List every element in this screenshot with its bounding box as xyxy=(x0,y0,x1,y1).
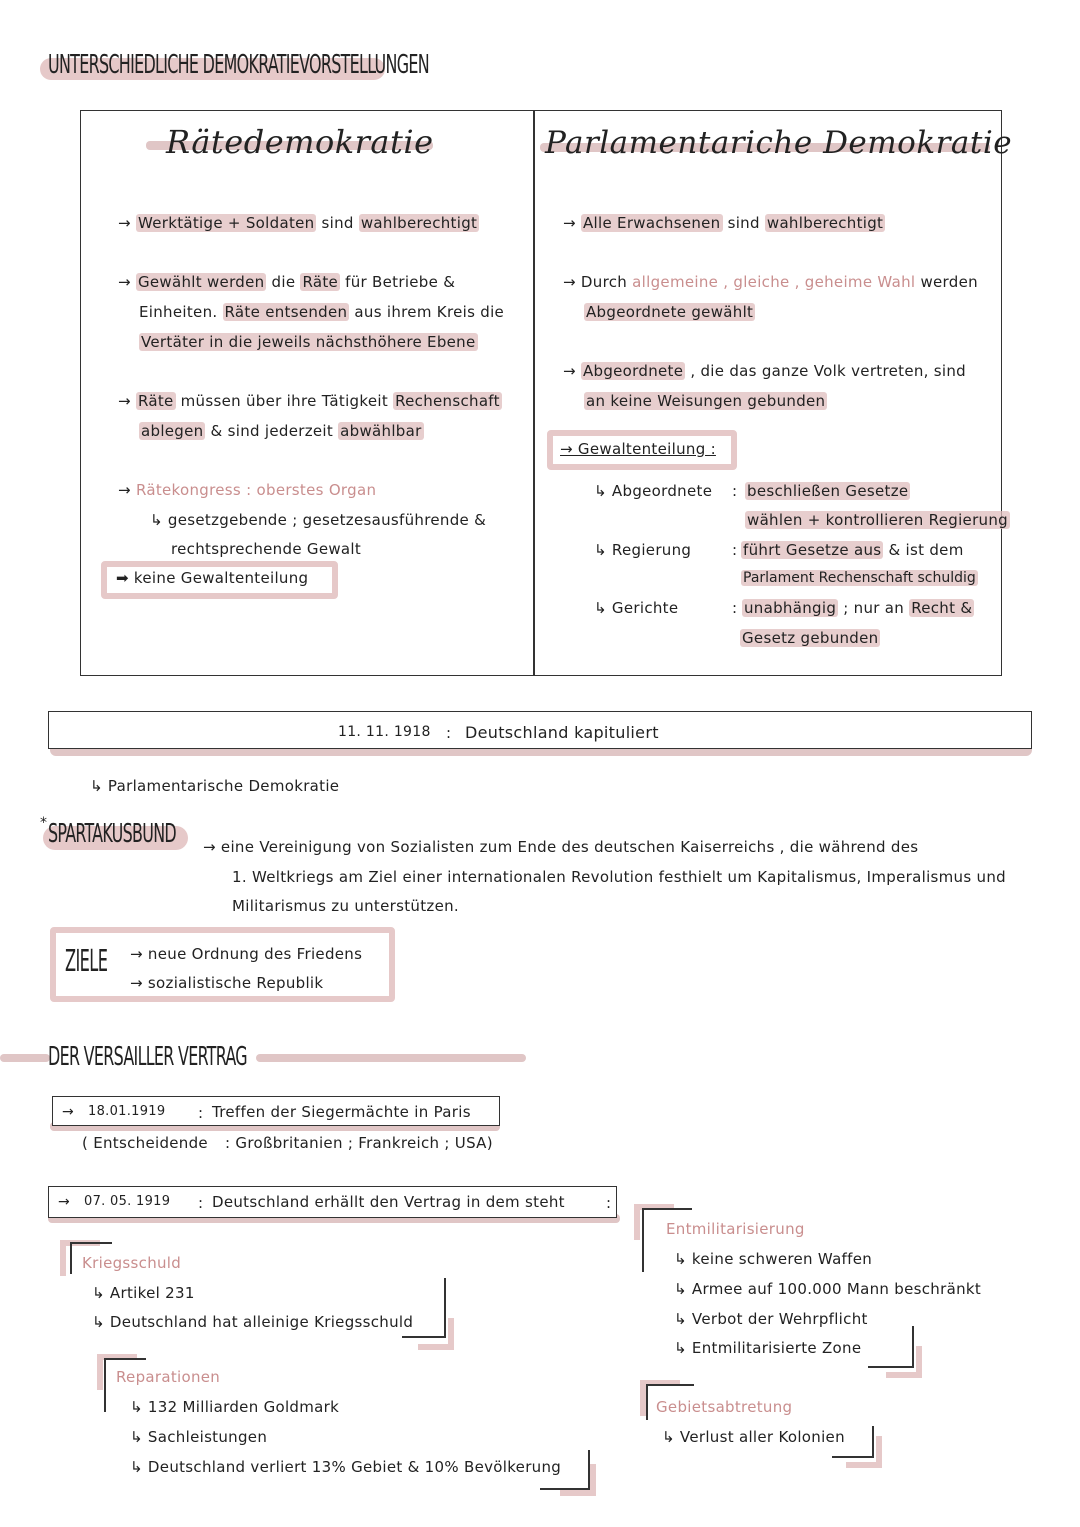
raete-p3-line1: → Räte müssen über ihre Tätigkeit Rechenschaft xyxy=(118,392,500,410)
kapitulation-date: 11. 11. 1918 xyxy=(338,724,431,740)
gewalt-row-gerichte-l1: unabhängig ; nur an Recht & xyxy=(744,599,973,617)
parl-p1: → Alle Erwachsenen sind wahlberechtigt xyxy=(563,214,884,232)
keine-gewaltenteilung: ➡ keine Gewaltenteilung xyxy=(116,569,309,587)
versailles-r1-arrow: → xyxy=(62,1104,75,1120)
table-divider xyxy=(533,110,535,675)
raete-p2-line3: Vertäter in die jeweils nächsthöhere Ebene xyxy=(141,333,476,351)
gewalt-row-regierung-label: ↳ Regierung xyxy=(594,541,692,559)
raete-p1: → Werktätige + Soldaten sind wahlberechtigt xyxy=(118,214,478,232)
versailles-r1-sub-a: ( Entscheidende xyxy=(82,1134,208,1152)
gebiet-item: ↳ Verlust aller Kolonien xyxy=(662,1428,845,1446)
versailles-r2-arrow: → xyxy=(58,1194,71,1210)
spartakus-line3: Militarismus zu unterstützen. xyxy=(232,897,459,915)
gewalt-row-regierung-l1: führt Gesetze aus & ist dem xyxy=(743,541,964,559)
reparationen-title: Reparationen xyxy=(116,1368,221,1386)
parl-note: ↳ Parlamentarische Demokratie xyxy=(90,777,340,795)
gebiet-title: Gebietsabtretung xyxy=(656,1398,793,1416)
ziele-item: → sozialistische Republik xyxy=(130,974,324,992)
versailles-bar-right xyxy=(256,1054,526,1062)
reparationen-item: ↳ Deutschland verliert 13% Gebiet & 10% Bevölkerung xyxy=(130,1458,562,1476)
spartakus-star: * xyxy=(40,815,47,831)
gewaltenteilung-label: → Gewaltenteilung : xyxy=(560,440,716,458)
ziele-item: → neue Ordnung des Friedens xyxy=(130,945,363,963)
gewalt-row-abgeordnete-l2: wählen + kontrollieren Regierung xyxy=(747,511,1008,529)
gewalt-row-abgeordnete-sep: : xyxy=(732,482,738,500)
raete-title: Rätedemokratie xyxy=(166,123,434,161)
parl-p2-line1: → Durch allgemeine , gleiche , geheime Wahl werden xyxy=(563,273,978,291)
versailles-r1-sep: : xyxy=(198,1104,204,1122)
raete-p4-line2: ↳ gesetzgebende ; gesetzesausführende & xyxy=(150,511,487,529)
entmil-item: ↳ keine schweren Waffen xyxy=(674,1250,873,1268)
versailles-r2-text: Deutschland erhällt den Vertrag in dem steht xyxy=(212,1193,565,1211)
parl-p3-line2: an keine Weisungen gebunden xyxy=(586,392,826,410)
page-title: UNTERSCHIEDLICHE DEMOKRATIEVORSTELLUNGEN xyxy=(48,50,429,80)
raete-p4-line1: → Rätekongress : oberstes Organ xyxy=(118,481,377,499)
entmil-title: Entmilitarisierung xyxy=(666,1220,805,1238)
gewalt-row-regierung-l2: Parlament Rechenschaft schuldig xyxy=(743,570,976,586)
versailles-r2-sep: : xyxy=(198,1194,204,1212)
versailles-bar-left xyxy=(0,1054,50,1062)
spartakus-title: SPARTAKUSBUND xyxy=(48,819,176,849)
spartakus-line2: 1. Weltkriegs am Ziel einer internationalen Revolution festhielt um Kapitalismus, Imperalismus und xyxy=(232,868,1006,886)
reparationen-item: ↳ Sachleistungen xyxy=(130,1428,268,1446)
parl-title: Parlamentariche Demokratie xyxy=(545,125,1013,161)
spartakus-line1: → eine Vereinigung von Sozialisten zum Ende des deutschen Kaiserreichs , die während des xyxy=(203,838,919,856)
versailles-r1-text: Treffen der Siegermächte in Paris xyxy=(212,1103,471,1121)
gewalt-row-gerichte-l2: Gesetz gebunden xyxy=(742,629,879,647)
kapitulation-text: Deutschland kapituliert xyxy=(465,723,659,742)
reparationen-item: ↳ 132 Milliarden Goldmark xyxy=(130,1398,340,1416)
gewalt-row-regierung-sep: : xyxy=(732,541,738,559)
kriegsschuld-item: ↳ Artikel 231 xyxy=(92,1284,195,1302)
entmil-item: ↳ Entmilitarisierte Zone xyxy=(674,1339,862,1357)
entmil-item: ↳ Verbot der Wehrpflicht xyxy=(674,1310,868,1328)
versailles-title: DER VERSAILLER VERTRAG xyxy=(48,1042,247,1072)
gewalt-row-gerichte-sep: : xyxy=(732,599,738,617)
raete-p2-line1: → Gewählt werden die Räte für Betriebe & xyxy=(118,273,456,291)
entmil-corner-br xyxy=(868,1326,914,1368)
versailles-r1-sub-b: : Großbritanien ; Frankreich ; USA) xyxy=(225,1134,493,1152)
parl-p2-line2: Abgeordnete gewählt xyxy=(586,303,754,321)
raete-p3-line2: ablegen & sind jederzeit abwählbar xyxy=(141,422,422,440)
versailles-r2-date: 07. 05. 1919 xyxy=(84,1194,171,1209)
entmil-item: ↳ Armee auf 100.000 Mann beschränkt xyxy=(674,1280,982,1298)
versailles-r1-date: 18.01.1919 xyxy=(88,1104,166,1119)
gewalt-row-gerichte-label: ↳ Gerichte xyxy=(594,599,679,617)
gewalt-row-abgeordnete-l1: beschließen Gesetze xyxy=(747,482,909,500)
raete-p2-line2: Einheiten. Räte entsenden aus ihrem Kreis die xyxy=(139,303,505,321)
gewalt-row-abgeordnete-label: ↳ Abgeordnete xyxy=(594,482,713,500)
kriegsschuld-title: Kriegsschuld xyxy=(82,1254,182,1272)
kapitulation-sep: : xyxy=(446,724,452,742)
versailles-r2-end: : xyxy=(606,1194,612,1212)
parl-p3-line1: → Abgeordnete , die das ganze Volk vertreten, sind xyxy=(563,362,966,380)
kriegsschuld-item: ↳ Deutschland hat alleinige Kriegsschuld xyxy=(92,1313,414,1331)
ziele-title: ZIELE xyxy=(65,944,108,979)
raete-p4-line3: rechtsprechende Gewalt xyxy=(171,540,362,558)
